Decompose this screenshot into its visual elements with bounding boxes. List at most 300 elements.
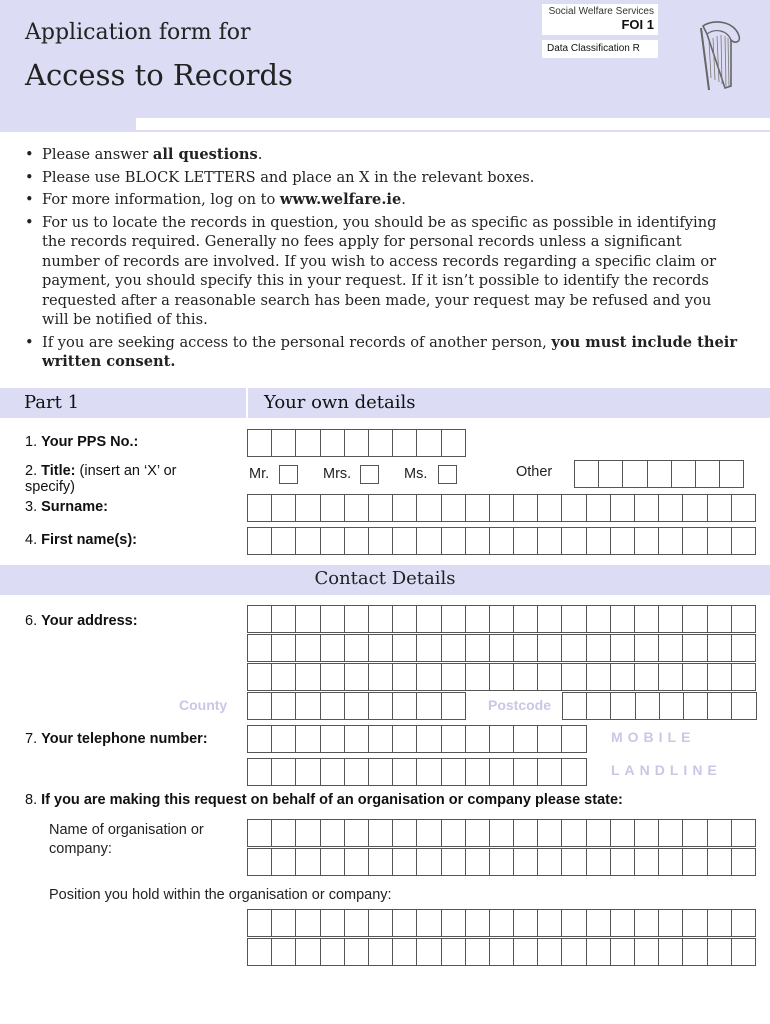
- letter-box[interactable]: [466, 759, 490, 785]
- title-mr-checkbox[interactable]: [279, 465, 298, 484]
- letter-box[interactable]: [272, 495, 296, 521]
- letter-box[interactable]: [635, 495, 659, 521]
- letter-box[interactable]: [248, 495, 272, 521]
- letter-box[interactable]: [393, 635, 417, 661]
- letter-box[interactable]: [732, 820, 756, 846]
- letter-box[interactable]: [611, 528, 635, 554]
- letter-box[interactable]: [248, 606, 272, 632]
- letter-box[interactable]: [442, 495, 466, 521]
- letter-box[interactable]: [369, 726, 393, 752]
- letter-box[interactable]: [538, 849, 562, 875]
- letter-box[interactable]: [538, 726, 562, 752]
- landline-input[interactable]: [247, 758, 587, 786]
- letter-box[interactable]: [635, 635, 659, 661]
- letter-box[interactable]: [369, 664, 393, 690]
- postcode-label: Postcode: [488, 697, 552, 713]
- letter-box[interactable]: [611, 635, 635, 661]
- letter-box[interactable]: [732, 635, 756, 661]
- letter-box[interactable]: [321, 939, 345, 965]
- header-rule: [136, 130, 770, 132]
- letter-box[interactable]: [514, 849, 538, 875]
- letter-box[interactable]: [562, 606, 586, 632]
- letter-box[interactable]: [466, 528, 490, 554]
- letter-box[interactable]: [345, 910, 369, 936]
- letter-box[interactable]: [683, 606, 707, 632]
- letter-box[interactable]: [732, 693, 756, 719]
- letter-box[interactable]: [623, 461, 647, 487]
- letter-box[interactable]: [321, 495, 345, 521]
- letter-box[interactable]: [708, 606, 732, 632]
- letter-box[interactable]: [417, 759, 441, 785]
- letter-box[interactable]: [296, 430, 320, 456]
- address-line3-input[interactable]: [247, 663, 756, 691]
- letter-box[interactable]: [635, 606, 659, 632]
- letter-box[interactable]: [683, 910, 707, 936]
- letter-box[interactable]: [466, 726, 490, 752]
- org-name-line1-input[interactable]: [247, 819, 756, 847]
- surname-label: 3. Surname:: [25, 499, 109, 515]
- letter-box[interactable]: [345, 430, 369, 456]
- letter-box[interactable]: [393, 693, 417, 719]
- letter-box[interactable]: [296, 939, 320, 965]
- letter-box[interactable]: [490, 939, 514, 965]
- surname-input[interactable]: [247, 494, 756, 522]
- letter-box[interactable]: [659, 606, 683, 632]
- letter-box[interactable]: [272, 664, 296, 690]
- letter-box[interactable]: [562, 495, 586, 521]
- letter-box[interactable]: [514, 910, 538, 936]
- letter-box[interactable]: [248, 528, 272, 554]
- letter-box[interactable]: [369, 430, 393, 456]
- letter-box[interactable]: [611, 495, 635, 521]
- letter-box[interactable]: [321, 726, 345, 752]
- letter-box[interactable]: [562, 759, 586, 785]
- letter-box[interactable]: [321, 528, 345, 554]
- letter-box[interactable]: [345, 606, 369, 632]
- letter-box[interactable]: [272, 430, 296, 456]
- letter-box[interactable]: [587, 939, 611, 965]
- letter-box[interactable]: [296, 635, 320, 661]
- address-line2-input[interactable]: [247, 634, 756, 662]
- letter-box[interactable]: [490, 635, 514, 661]
- letter-box[interactable]: [272, 528, 296, 554]
- letter-box[interactable]: [272, 693, 296, 719]
- letter-box[interactable]: [272, 606, 296, 632]
- letter-box[interactable]: [248, 939, 272, 965]
- title-other-input[interactable]: [574, 460, 744, 488]
- letter-box[interactable]: [272, 726, 296, 752]
- letter-box[interactable]: [562, 635, 586, 661]
- county-input[interactable]: [247, 692, 466, 720]
- header-tab: [0, 118, 136, 132]
- letter-box[interactable]: [648, 461, 672, 487]
- letter-box[interactable]: [490, 820, 514, 846]
- title-other-label: Other: [516, 464, 553, 480]
- form-title-line2: Access to Records: [25, 58, 293, 92]
- letter-box[interactable]: [345, 664, 369, 690]
- letter-box[interactable]: [562, 939, 586, 965]
- letter-box[interactable]: [345, 759, 369, 785]
- letter-box[interactable]: [442, 528, 466, 554]
- letter-box[interactable]: [345, 726, 369, 752]
- letter-box[interactable]: [296, 606, 320, 632]
- letter-box[interactable]: [272, 635, 296, 661]
- organisation-question: 8. If you are making this request on behalf of an organisation or company please state:: [25, 792, 623, 808]
- letter-box[interactable]: [611, 606, 635, 632]
- letter-box[interactable]: [248, 820, 272, 846]
- letter-box[interactable]: [659, 635, 683, 661]
- letter-box[interactable]: [660, 693, 684, 719]
- letter-box[interactable]: [345, 635, 369, 661]
- letter-box[interactable]: [417, 495, 441, 521]
- letter-box[interactable]: [611, 910, 635, 936]
- classification-box: Data Classification R: [542, 40, 658, 58]
- letter-box[interactable]: [659, 495, 683, 521]
- letter-box[interactable]: [296, 726, 320, 752]
- letter-box[interactable]: [442, 910, 466, 936]
- letter-box[interactable]: [562, 726, 586, 752]
- instruction-item: • For us to locate the records in question, you should be as specific as possible in identifying the records required. Generally no fees apply for personal records unless a significant number of records are involved. If you wish to access records regarding a specific claim or payment, you should specify this in your request. If it isn’t possible to identify the records requested after a reasonable search has been made, your request may be refused and you will be notified of this.: [22, 213, 742, 330]
- letter-box[interactable]: [635, 820, 659, 846]
- letter-box[interactable]: [636, 693, 660, 719]
- letter-box[interactable]: [490, 849, 514, 875]
- instruction-item: • If you are seeking access to the personal records of another person, you must include their written consent.: [22, 333, 742, 372]
- letter-box[interactable]: [393, 849, 417, 875]
- position-label: Position you hold within the organisation or company:: [49, 887, 392, 903]
- letter-box[interactable]: [683, 664, 707, 690]
- letter-box[interactable]: [514, 820, 538, 846]
- letter-box[interactable]: [248, 664, 272, 690]
- instruction-item: • Please use BLOCK LETTERS and place an X in the relevant boxes.: [22, 168, 742, 188]
- postcode-input[interactable]: [562, 692, 757, 720]
- letter-box[interactable]: [635, 910, 659, 936]
- letter-box[interactable]: [296, 495, 320, 521]
- letter-box[interactable]: [442, 664, 466, 690]
- letter-box[interactable]: [708, 528, 732, 554]
- letter-box[interactable]: [417, 910, 441, 936]
- form-id-box: [542, 4, 658, 35]
- letter-box[interactable]: [417, 726, 441, 752]
- letter-box[interactable]: [514, 606, 538, 632]
- letter-box[interactable]: [417, 430, 441, 456]
- letter-box[interactable]: [562, 664, 586, 690]
- letter-box[interactable]: [393, 910, 417, 936]
- firstname-input[interactable]: [247, 527, 756, 555]
- letter-box[interactable]: [538, 528, 562, 554]
- firstname-label: 4. First name(s):: [25, 532, 138, 548]
- part1-title: Your own details: [264, 392, 416, 413]
- letter-box[interactable]: [272, 759, 296, 785]
- letter-box[interactable]: [369, 495, 393, 521]
- mobile-input[interactable]: [247, 725, 587, 753]
- letter-box[interactable]: [296, 820, 320, 846]
- letter-box[interactable]: [708, 820, 732, 846]
- letter-box[interactable]: [442, 939, 466, 965]
- contact-title: Contact Details: [314, 568, 456, 589]
- letter-box[interactable]: [442, 430, 466, 456]
- letter-box[interactable]: [562, 820, 586, 846]
- letter-box[interactable]: [369, 693, 393, 719]
- letter-box[interactable]: [369, 759, 393, 785]
- letter-box[interactable]: [708, 495, 732, 521]
- letter-box[interactable]: [345, 849, 369, 875]
- letter-box[interactable]: [659, 528, 683, 554]
- letter-box[interactable]: [321, 664, 345, 690]
- letter-box[interactable]: [369, 820, 393, 846]
- landline-label: LANDLINE: [611, 762, 722, 778]
- letter-box[interactable]: [321, 430, 345, 456]
- letter-box[interactable]: [393, 759, 417, 785]
- mobile-label: MOBILE: [611, 729, 696, 745]
- letter-box[interactable]: [321, 635, 345, 661]
- letter-box[interactable]: [345, 495, 369, 521]
- letter-box[interactable]: [490, 528, 514, 554]
- letter-box[interactable]: [587, 606, 611, 632]
- letter-box[interactable]: [490, 910, 514, 936]
- letter-box[interactable]: [732, 849, 756, 875]
- letter-box[interactable]: [369, 635, 393, 661]
- title-ms-label: Ms.: [404, 466, 428, 482]
- letter-box[interactable]: [442, 820, 466, 846]
- letter-box[interactable]: [587, 849, 611, 875]
- letter-box[interactable]: [345, 528, 369, 554]
- letter-box[interactable]: [321, 693, 345, 719]
- letter-box[interactable]: [683, 939, 707, 965]
- letter-box[interactable]: [345, 939, 369, 965]
- letter-box[interactable]: [587, 664, 611, 690]
- letter-box[interactable]: [417, 664, 441, 690]
- letter-box[interactable]: [490, 664, 514, 690]
- letter-box[interactable]: [248, 726, 272, 752]
- letter-box[interactable]: [417, 939, 441, 965]
- letter-box[interactable]: [696, 461, 720, 487]
- letter-box[interactable]: [321, 849, 345, 875]
- letter-box[interactable]: [538, 939, 562, 965]
- letter-box[interactable]: [683, 528, 707, 554]
- letter-box[interactable]: [708, 635, 732, 661]
- letter-box[interactable]: [611, 849, 635, 875]
- letter-box[interactable]: [659, 939, 683, 965]
- org-name-line2-input[interactable]: [247, 848, 756, 876]
- letter-box[interactable]: [393, 939, 417, 965]
- letter-box[interactable]: [296, 910, 320, 936]
- letter-box[interactable]: [442, 693, 466, 719]
- pps-label: 1. Your PPS No.:: [25, 434, 139, 450]
- letter-box[interactable]: [466, 664, 490, 690]
- letter-box[interactable]: [563, 693, 587, 719]
- letter-box[interactable]: [538, 910, 562, 936]
- letter-box[interactable]: [417, 849, 441, 875]
- letter-box[interactable]: [575, 461, 599, 487]
- letter-box[interactable]: [296, 528, 320, 554]
- letter-box[interactable]: [272, 849, 296, 875]
- address-line1-input[interactable]: [247, 605, 756, 633]
- letter-box[interactable]: [659, 820, 683, 846]
- letter-box[interactable]: [587, 528, 611, 554]
- letter-box[interactable]: [417, 528, 441, 554]
- letter-box[interactable]: [296, 849, 320, 875]
- letter-box[interactable]: [466, 939, 490, 965]
- letter-box[interactable]: [732, 910, 756, 936]
- pps-input[interactable]: [247, 429, 466, 457]
- letter-box[interactable]: [635, 849, 659, 875]
- letter-box[interactable]: [708, 693, 732, 719]
- letter-box[interactable]: [345, 820, 369, 846]
- letter-box[interactable]: [272, 910, 296, 936]
- letter-box[interactable]: [587, 693, 611, 719]
- letter-box[interactable]: [684, 693, 708, 719]
- letter-box[interactable]: [393, 606, 417, 632]
- letter-box[interactable]: [635, 528, 659, 554]
- letter-box[interactable]: [321, 820, 345, 846]
- letter-box[interactable]: [490, 759, 514, 785]
- letter-box[interactable]: [732, 606, 756, 632]
- letter-box[interactable]: [708, 910, 732, 936]
- letter-box[interactable]: [611, 664, 635, 690]
- position-line2-input[interactable]: [247, 938, 756, 966]
- letter-box[interactable]: [635, 664, 659, 690]
- letter-box[interactable]: [514, 528, 538, 554]
- letter-box[interactable]: [466, 820, 490, 846]
- letter-box[interactable]: [321, 759, 345, 785]
- letter-box[interactable]: [562, 849, 586, 875]
- letter-box[interactable]: [393, 430, 417, 456]
- letter-box[interactable]: [466, 635, 490, 661]
- letter-box[interactable]: [393, 820, 417, 846]
- letter-box[interactable]: [466, 849, 490, 875]
- letter-box[interactable]: [296, 664, 320, 690]
- instruction-item: • Please answer all questions.: [22, 145, 742, 165]
- letter-box[interactable]: [248, 430, 272, 456]
- letter-box[interactable]: [732, 939, 756, 965]
- letter-box[interactable]: [720, 461, 744, 487]
- letter-box[interactable]: [683, 495, 707, 521]
- letter-box[interactable]: [393, 726, 417, 752]
- letter-box[interactable]: [490, 495, 514, 521]
- letter-box[interactable]: [417, 606, 441, 632]
- letter-box[interactable]: [514, 495, 538, 521]
- letter-box[interactable]: [272, 820, 296, 846]
- letter-box[interactable]: [538, 635, 562, 661]
- letter-box[interactable]: [683, 635, 707, 661]
- letter-box[interactable]: [466, 910, 490, 936]
- letter-box[interactable]: [683, 820, 707, 846]
- instruction-item: • For more information, log on to www.welfare.ie.: [22, 190, 742, 210]
- letter-box[interactable]: [587, 635, 611, 661]
- letter-box[interactable]: [611, 939, 635, 965]
- letter-box[interactable]: [708, 849, 732, 875]
- letter-box[interactable]: [562, 910, 586, 936]
- org-name: Social Welfare Services: [548, 6, 654, 17]
- letter-box[interactable]: [538, 759, 562, 785]
- telephone-label: 7. Your telephone number:: [25, 731, 208, 747]
- letter-box[interactable]: [321, 910, 345, 936]
- letter-box[interactable]: [442, 849, 466, 875]
- letter-box[interactable]: [732, 495, 756, 521]
- letter-box[interactable]: [296, 759, 320, 785]
- harp-icon: [695, 20, 743, 92]
- letter-box[interactable]: [369, 606, 393, 632]
- letter-box[interactable]: [490, 606, 514, 632]
- letter-box[interactable]: [248, 693, 272, 719]
- letter-box[interactable]: [514, 664, 538, 690]
- letter-box[interactable]: [417, 635, 441, 661]
- title-label: 2. Title: (insert an ‘X’ or specify): [25, 463, 177, 495]
- letter-box[interactable]: [514, 759, 538, 785]
- letter-box[interactable]: [538, 820, 562, 846]
- letter-box[interactable]: [611, 693, 635, 719]
- title-mrs-checkbox[interactable]: [360, 465, 379, 484]
- letter-box[interactable]: [369, 528, 393, 554]
- letter-box[interactable]: [514, 635, 538, 661]
- letter-box[interactable]: [683, 849, 707, 875]
- letter-box[interactable]: [417, 693, 441, 719]
- letter-box[interactable]: [417, 820, 441, 846]
- letter-box[interactable]: [442, 759, 466, 785]
- letter-box[interactable]: [466, 606, 490, 632]
- part1-label: Part 1: [24, 392, 80, 413]
- letter-box[interactable]: [708, 939, 732, 965]
- instructions-list: [22, 145, 742, 375]
- form-code: FOI 1: [621, 17, 654, 32]
- letter-box[interactable]: [672, 461, 696, 487]
- letter-box[interactable]: [599, 461, 623, 487]
- letter-box[interactable]: [248, 910, 272, 936]
- letter-box[interactable]: [369, 910, 393, 936]
- letter-box[interactable]: [611, 820, 635, 846]
- letter-box[interactable]: [490, 726, 514, 752]
- letter-box[interactable]: [248, 635, 272, 661]
- letter-box[interactable]: [538, 664, 562, 690]
- letter-box[interactable]: [538, 606, 562, 632]
- letter-box[interactable]: [393, 664, 417, 690]
- letter-box[interactable]: [562, 528, 586, 554]
- letter-box[interactable]: [587, 910, 611, 936]
- letter-box[interactable]: [514, 939, 538, 965]
- letter-box[interactable]: [587, 495, 611, 521]
- letter-box[interactable]: [659, 910, 683, 936]
- letter-box[interactable]: [369, 939, 393, 965]
- position-line1-input[interactable]: [247, 909, 756, 937]
- county-label: County: [179, 697, 228, 713]
- title-mr-label: Mr.: [249, 466, 270, 482]
- letter-box[interactable]: [708, 664, 732, 690]
- letter-box[interactable]: [635, 939, 659, 965]
- title-ms-checkbox[interactable]: [438, 465, 457, 484]
- letter-box[interactable]: [442, 635, 466, 661]
- letter-box[interactable]: [248, 759, 272, 785]
- letter-box[interactable]: [393, 528, 417, 554]
- letter-box[interactable]: [659, 664, 683, 690]
- letter-box[interactable]: [321, 606, 345, 632]
- letter-box[interactable]: [732, 528, 756, 554]
- form-title-line1: Application form for: [25, 20, 251, 45]
- letter-box[interactable]: [442, 726, 466, 752]
- letter-box[interactable]: [345, 693, 369, 719]
- letter-box[interactable]: [442, 606, 466, 632]
- letter-box[interactable]: [296, 693, 320, 719]
- letter-box[interactable]: [466, 495, 490, 521]
- letter-box[interactable]: [514, 726, 538, 752]
- letter-box[interactable]: [393, 495, 417, 521]
- letter-box[interactable]: [369, 849, 393, 875]
- letter-box[interactable]: [659, 849, 683, 875]
- letter-box[interactable]: [538, 495, 562, 521]
- letter-box[interactable]: [732, 664, 756, 690]
- letter-box[interactable]: [248, 849, 272, 875]
- letter-box[interactable]: [587, 820, 611, 846]
- letter-box[interactable]: [272, 939, 296, 965]
